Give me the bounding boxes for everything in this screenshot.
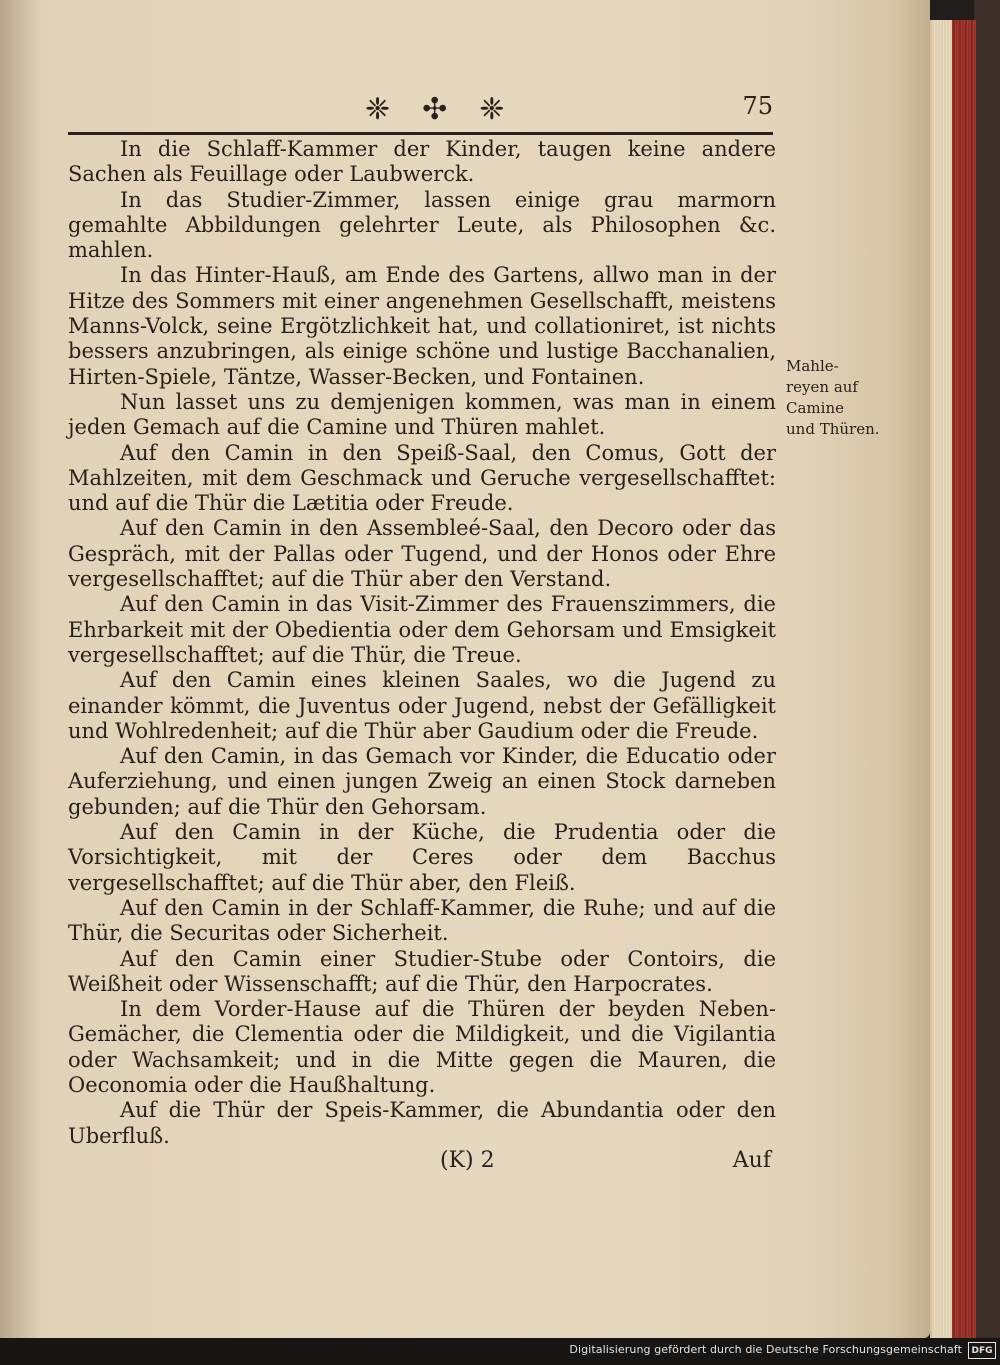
digitization-footer	[0, 1338, 1000, 1365]
paragraph: Auf die Thür der Speis-Kammer, die Abundantia oder den Uberfluß.	[68, 1098, 776, 1148]
paragraph: Auf den Camin einer Studier-Stube oder Contoirs, die Weißheit oder Wissenschafft; auf die Thür, den Harpocrates.	[68, 946, 776, 996]
header-ornaments	[365, 94, 504, 126]
page-number: 75	[742, 92, 773, 120]
paragraph: Auf den Camin in das Visit-Zimmer des Frauenszimmers, die Ehrbarkeit mit der Obedientia oder dem Gehorsam und Emsigkeit vergesellschafftet; auf die Thür, die Treue.	[68, 592, 776, 667]
funding-credit: Digitalisierung gefördert durch die Deutsche Forschungsgemeinschaft	[569, 1343, 962, 1356]
signature-mark: (K) 2	[440, 1148, 495, 1173]
header-rule	[68, 132, 773, 135]
catchline	[68, 1146, 773, 1180]
paragraph: Auf den Camin in der Küche, die Prudentia oder die Vorsichtigkeit, mit der Ceres oder dem Bacchus vergesellschafftet; auf die Thür aber, den Fleiß.	[68, 820, 776, 895]
margin-note-line: Camine	[786, 399, 844, 417]
ornament-icon: ✣	[422, 92, 448, 127]
paragraph: In die Schlaff-Kammer der Kinder, taugen keine andere Sachen als Feuillage oder Laubwerck.	[68, 137, 776, 187]
margin-note-line: Mahle-	[786, 357, 839, 375]
gutter-shadow	[0, 0, 40, 1338]
body-text	[68, 137, 776, 1149]
paragraph: In das Studier-Zimmer, lassen einige grau marmorn gemahlte Abbildungen gelehrter Leute, als Philosophen &c. mahlen.	[68, 187, 776, 263]
paragraph: Auf den Camin eines kleinen Saales, wo die Jugend zu einander kömmt, die Juventus oder Jugend, nebst der Gefälligkeit und Wohlredenheit; auf die Thür aber Gaudium oder die Freude.	[68, 668, 776, 743]
paragraph: Auf den Camin in der Schlaff-Kammer, die Ruhe; und auf die Thür, die Securitas oder Sicherheit.	[68, 895, 776, 946]
ornament-icon: ❈	[365, 92, 391, 127]
paragraph: Auf den Camin, in das Gemach vor Kinder, die Educatio oder Auferziehung, und einen jungen Zweig an einen Stock darneben gebunden; auf die Thür den Gehorsam.	[68, 744, 776, 819]
paragraph: Auf den Camin in den Assembleé-Saal, den Decoro oder das Gespräch, mit der Pallas oder Tugend, und der Honos oder Ehre vergesellschafftet; auf die Thür aber den Verstand.	[68, 516, 776, 592]
page-header	[68, 92, 773, 140]
book-cover-edge	[974, 0, 1000, 1338]
margin-note-line: und Thüren.	[786, 420, 880, 438]
margin-note	[786, 356, 886, 440]
margin-note-line: reyen auf	[786, 378, 858, 396]
ornament-icon: ❈	[479, 92, 505, 127]
page-stack-edges	[932, 20, 952, 1338]
catchword: Auf	[732, 1148, 771, 1173]
dfg-logo: DFG	[968, 1342, 996, 1359]
paragraph: Nun lasset uns zu demjenigen kommen, was man in einem jeden Gemach auf die Camine und Thüren mahlet.	[68, 389, 776, 440]
paragraph: Auf den Camin in den Speiß-Saal, den Comus, Gott der Mahlzeiten, mit dem Geschmack und Geruche vergesellschafftet: und auf die Thür die Lætitia oder Freude.	[68, 440, 776, 516]
paragraph: In das Hinter-Hauß, am Ende des Gartens, allwo man in der Hitze des Sommers mit einer angenehmen Gesellschafft, meistens Manns-Volck, seine Ergötzlichkeit hat, und collationiret, ist nichts bessers anzubringen, als einige schöne und lustige Bacchanalien, Hirten-Spiele, Täntze, Wasser-Becken, und Fontainen.	[68, 263, 776, 389]
paragraph: In dem Vorder-Hause auf die Thüren der beyden Neben-Gemächer, die Clementia oder die Mildigkeit, und die Vigilantia oder Wachsamkeit; und in die Mitte gegen die Mauren, die Oeconomia oder die Haußhaltung.	[68, 997, 776, 1097]
